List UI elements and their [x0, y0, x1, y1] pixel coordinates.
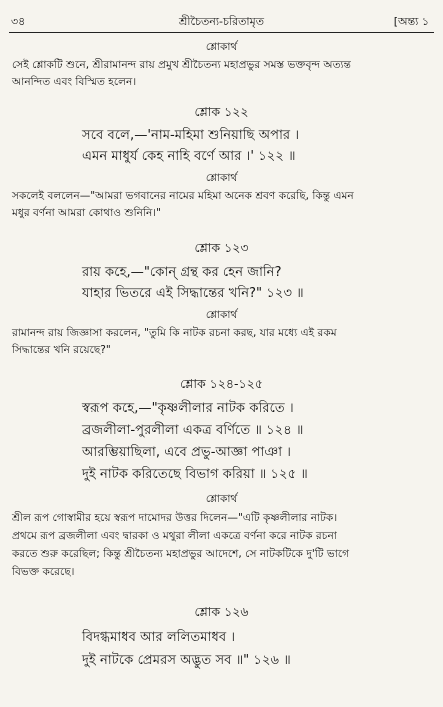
header-rule — [9, 32, 434, 33]
verse-line: রায় কহে,—"কোন্ গ্রন্থ কর হেন জানি? — [82, 265, 282, 280]
verse-line: এমন মাধুর্য কেহ নাহি বর্ণে আর ।' ১২২ ॥ — [82, 149, 296, 164]
page-number: ৩৪ — [11, 15, 26, 28]
translation-line: শ্রীল রূপ গোস্বামীর হয়ে স্বরূপ দামোদর উত্তর দিলেন—"এটি কৃষ্ণলীলার নাটক। — [12, 512, 338, 524]
translation-label: শ্লোকার্থ — [205, 41, 238, 53]
translation-label: শ্লোকার্থ — [205, 172, 238, 184]
translation-label: শ্লোকার্থ — [205, 493, 238, 505]
verse-heading: শ্লোক ১২৪-১২৫ — [180, 376, 263, 391]
translation-line: সেই শ্লোকটি শুনে, শ্রীরামানন্দ রায় প্রমুখ শ্রীচৈতন্য মহাপ্রভুর সমস্ত ভক্তবৃন্দ অত্যন্ত — [12, 59, 351, 71]
translation-line: বিভক্ত করেছে। — [12, 566, 75, 578]
section-label: [অন্ত্য ১ — [393, 15, 429, 28]
verse-line: দুই নাটকে প্রেমরস অদ্ভুত সব ॥" ১২৬ ॥ — [82, 653, 291, 668]
translation-line: সকলেই বললেন—"আমরা ভগবানের নামের মহিমা অনেক শ্রবণ করেছি, কিন্তু এমন — [12, 190, 354, 202]
translation-line: প্রথমে রূপ ব্রজলীলা এবং দ্বারকা ও মথুরা লীলা একত্রে বর্ণনা করে নাটক রচনা — [12, 530, 337, 542]
translation-label: শ্লোকার্থ — [205, 309, 238, 321]
translation-line: মধুর বর্ণনা আমরা কোথাও শুনিনি।" — [12, 207, 161, 219]
verse-line: সবে বলে,—'নাম-মহিমা শুনিয়াছি অপার । — [82, 128, 300, 143]
verse-line: যাহার ভিতরে এই সিদ্ধান্তের খনি?" ১২৩ ॥ — [82, 286, 304, 301]
running-header — [0, 13, 443, 33]
verse-heading: শ্লোক ১২৩ — [194, 240, 249, 255]
verse-line: আরম্ভিয়াছিলা, এবে প্রভু-আজ্ঞা পাঞা । — [82, 445, 291, 460]
verse-line: স্বরূপ কহে,—"কৃষ্ণলীলার নাটক করিতে । — [82, 401, 294, 416]
verse-heading: শ্লোক ১২৬ — [194, 604, 249, 619]
verse-heading: শ্লোক ১২২ — [194, 104, 249, 119]
verse-line: দুই নাটক করিতেছে বিভাগ করিয়া ॥ ১২৫ ॥ — [82, 467, 308, 482]
translation-line: রামানন্দ রায় জিজ্ঞাসা করলেন, "তুমি কি নাটক রচনা করছ, যার মধ্যে এই রকম — [12, 327, 337, 339]
running-title: শ্রীচৈতন্য-চরিতামৃত — [179, 15, 264, 28]
translation-line: আনন্দিত এবং বিস্মিত হলেন। — [12, 76, 137, 88]
translation-line: করতে শুরু করেছিল; কিন্তু শ্রীচৈতন্য মহাপ্রভুর আদেশে, সে নাটকটিকে দু'টি ভাগে — [12, 548, 350, 560]
translation-line: সিদ্ধান্তের খনি রয়েছে?" — [12, 344, 111, 356]
verse-line: বিদগ্ধমাধব আর ললিতমাধব । — [82, 630, 236, 645]
verse-line: ব্রজলীলা-পুরলীলা একত্র বর্ণিতে ॥ ১২৪ ॥ — [82, 423, 304, 438]
